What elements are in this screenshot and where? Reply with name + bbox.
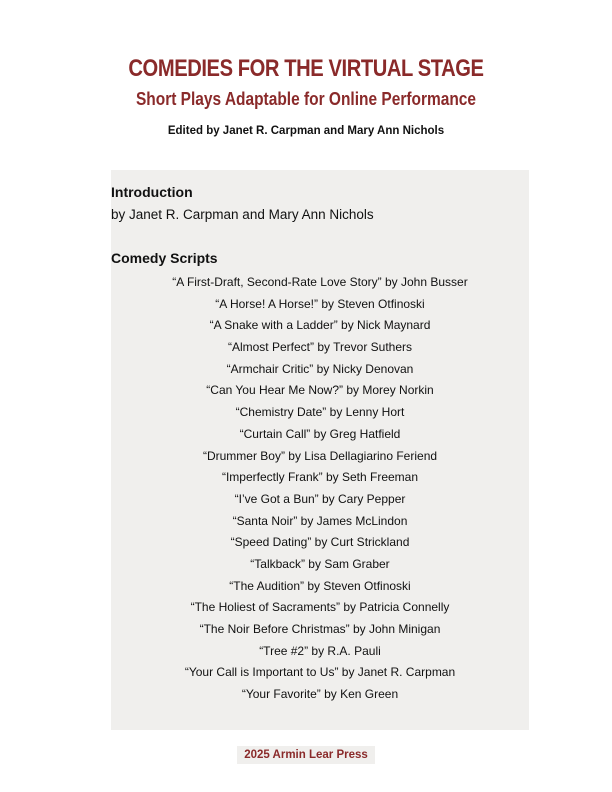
script-item: “A Snake with a Ladder” by Nick Maynard bbox=[209, 318, 431, 333]
script-item: “Drummer Boy” by Lisa Dellagiarino Feriend bbox=[202, 448, 438, 463]
script-item: “The Holiest of Sacraments” by Patricia Connelly bbox=[190, 600, 450, 615]
contents-panel bbox=[111, 170, 529, 730]
script-item: “Your Favorite” by Ken Green bbox=[241, 687, 399, 702]
script-item: “Almost Perfect” by Trevor Suthers bbox=[227, 340, 413, 355]
publisher-label: 2025 Armin Lear Press bbox=[237, 746, 375, 764]
script-list bbox=[111, 272, 529, 706]
script-item: “Talkback” by Sam Graber bbox=[250, 556, 390, 571]
book-title: COMEDIES FOR THE VIRTUAL STAGE bbox=[128, 55, 484, 82]
script-item: “A First-Draft, Second-Rate Love Story” by John Busser bbox=[172, 275, 468, 289]
script-item: “A Horse! A Horse!” by Steven Otfinoski bbox=[215, 296, 425, 311]
script-item: “Speed Dating” by Curt Strickland bbox=[230, 535, 410, 550]
script-item: “Santa Noir” by James McLindon bbox=[232, 513, 408, 528]
script-item: “Tree #2” by R.A. Pauli bbox=[259, 643, 381, 658]
script-item: “I’ve Got a Bun” by Cary Pepper bbox=[234, 491, 406, 506]
editors-credit: Edited by Janet R. Carpman and Mary Ann Nichols bbox=[167, 125, 445, 137]
comedy-scripts-heading: Comedy Scripts bbox=[111, 250, 218, 266]
introduction-heading: Introduction bbox=[111, 184, 193, 200]
book-subtitle: Short Plays Adaptable for Online Performance bbox=[135, 89, 477, 109]
script-item: “Curtain Call” by Greg Hatfield bbox=[239, 426, 401, 441]
script-item: “Chemistry Date” by Lenny Hort bbox=[235, 405, 405, 420]
script-item: “Can You Hear Me Now?” by Morey Norkin bbox=[206, 383, 434, 398]
script-item: “The Audition” by Steven Otfinoski bbox=[229, 578, 411, 593]
script-item: “Imperfectly Frank” by Seth Freeman bbox=[221, 470, 419, 485]
introduction-byline: by Janet R. Carpman and Mary Ann Nichols bbox=[111, 207, 374, 222]
script-item: “Armchair Critic” by Nicky Denovan bbox=[226, 361, 414, 376]
script-item: “Your Call is Important to Us” by Janet R. Carpman bbox=[184, 665, 456, 680]
script-item: “The Noir Before Christmas” by John Minigan bbox=[199, 622, 441, 636]
